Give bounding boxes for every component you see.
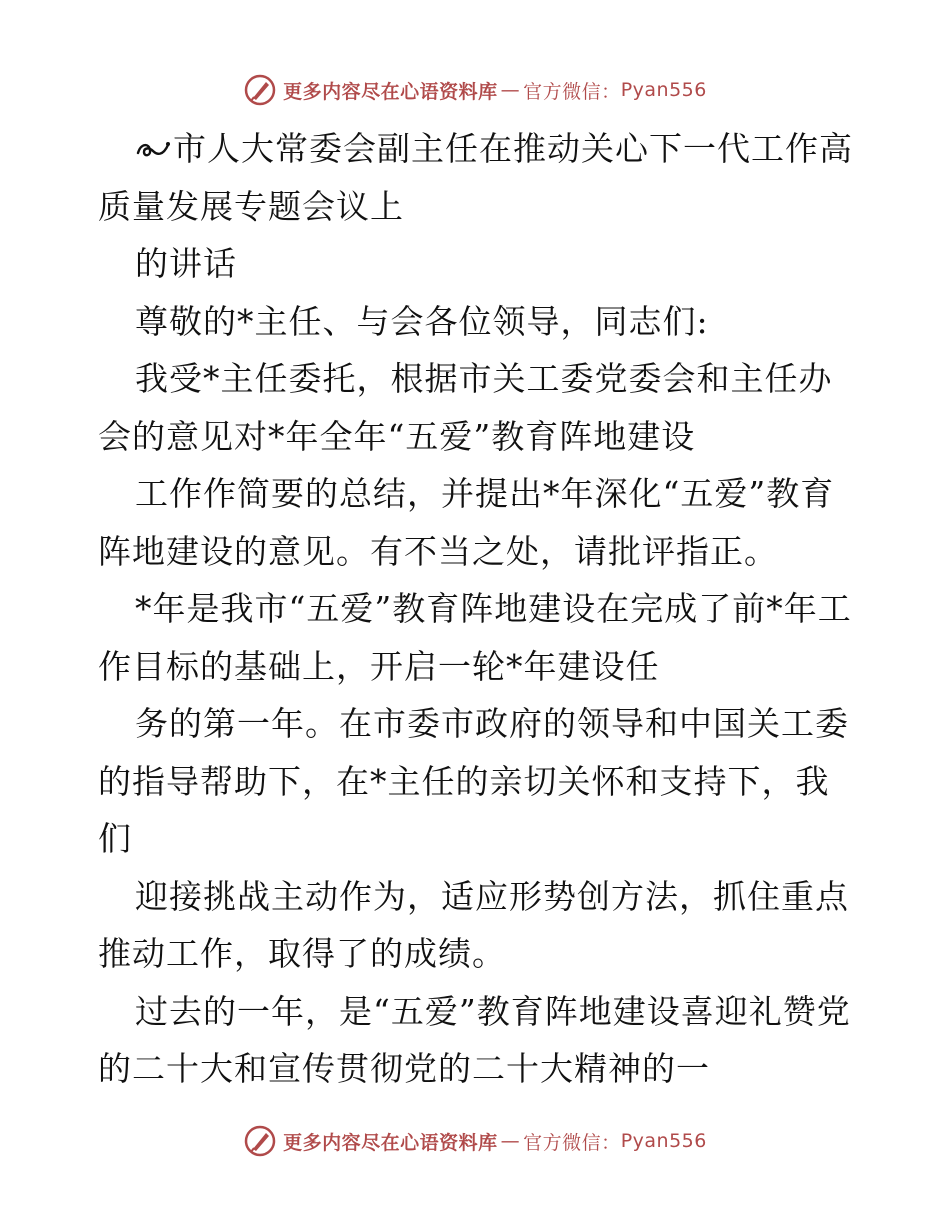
watermark-account: Pyan556 bbox=[620, 1130, 707, 1152]
watermark-tail-text: 官方微信： bbox=[523, 1131, 621, 1154]
document-title: 市人大常委会副主任在推动关心下一代工作高质量发展专题会议上 bbox=[98, 129, 853, 226]
paragraph: 我受*主任委托，根据市关工委党委会和主任办会的意见对*年全年“五爱”教育阵地建设 bbox=[98, 359, 833, 456]
paragraph: 过去的一年，是“五爱”教育阵地建设喜迎礼赞党的二十大和宣传贯彻党的二十大精神的一 bbox=[98, 991, 851, 1088]
paragraph: 务的第一年。在市委市政府的领导和中国关工委的指导帮助下，在*主任的亲切关怀和支持下，我们 bbox=[98, 704, 849, 858]
paragraph: 的讲话 bbox=[135, 244, 237, 283]
quill-pen-logo-icon bbox=[243, 73, 277, 107]
watermark-main-text: 更多内容尽在心语资料库 bbox=[283, 80, 498, 103]
watermark-dash: — bbox=[500, 79, 521, 101]
watermark-main-text: 更多内容尽在心语资料库 bbox=[283, 1131, 498, 1154]
footer-watermark bbox=[0, 1121, 950, 1161]
paragraph: 迎接挑战主动作为，适应形势创方法，抓住重点推动工作，取得了的成绩。 bbox=[98, 876, 849, 973]
paragraph: *年是我市“五爱”教育阵地建设在完成了前*年工作目标的基础上，开启一轮*年建设任 bbox=[98, 589, 852, 686]
watermark-account: Pyan556 bbox=[620, 79, 707, 101]
watermark-tail-text: 官方微信： bbox=[523, 80, 621, 103]
paragraph: 工作作简要的总结，并提出*年深化“五爱”教育阵地建设的意见。有不当之处，请批评指正。 bbox=[98, 474, 835, 571]
header-watermark bbox=[0, 70, 950, 110]
flourish-ornament-icon bbox=[135, 135, 171, 163]
quill-pen-logo-icon bbox=[243, 1124, 277, 1158]
watermark-dash: — bbox=[500, 1130, 521, 1152]
paragraph-title bbox=[98, 120, 858, 235]
paragraph: 尊敬的*主任、与会各位领导，同志们: bbox=[135, 301, 709, 341]
document-body bbox=[98, 120, 858, 1098]
